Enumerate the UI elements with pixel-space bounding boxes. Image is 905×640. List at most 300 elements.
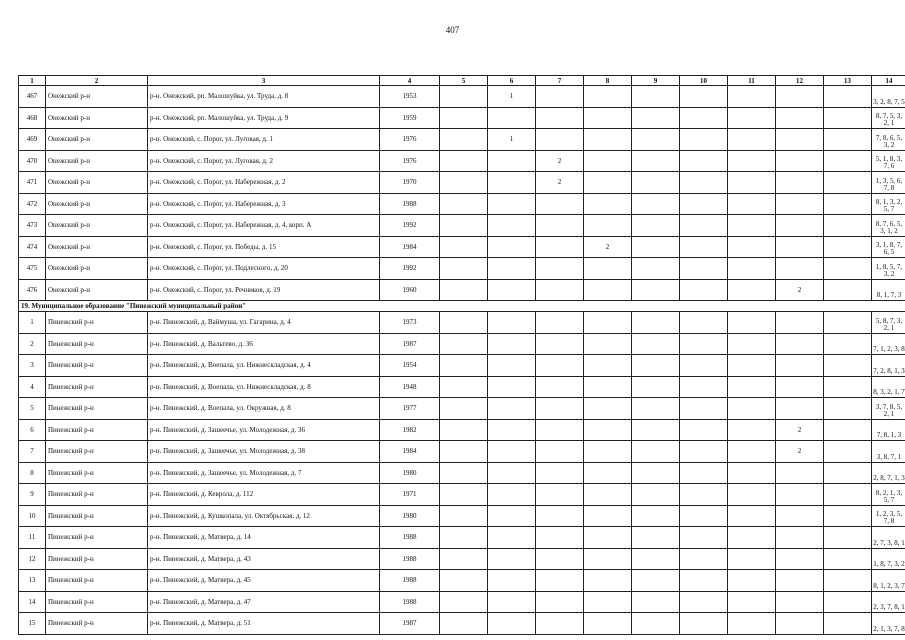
cell-col-5	[440, 312, 488, 334]
cell-col-12: 2	[776, 441, 824, 463]
cell-col-8	[584, 505, 632, 527]
cell-col-2: Пинежский р-н	[46, 527, 148, 549]
cell-col-3: р-н. Онежский, с. Порог, ул. Луговая, д. 1	[148, 129, 380, 151]
cell-col-3: р-н. Пинежский, д. Кушкопала, ул. Октябрьская, д. 12	[148, 505, 380, 527]
cell-col-4: 1953	[380, 86, 440, 108]
cell-col-3: р-н. Онежский, с. Порог, ул. Набережная, д. 3	[148, 193, 380, 215]
cell-col-6	[488, 484, 536, 506]
cell-col-6	[488, 193, 536, 215]
cell-col-14: 1, 8, 7, 3, 2	[872, 548, 905, 570]
cell-col-7	[536, 279, 584, 301]
cell-col-6	[488, 236, 536, 258]
table-row	[19, 107, 905, 129]
cell-col-11	[728, 236, 776, 258]
cell-col-13	[824, 279, 872, 301]
cell-col-13	[824, 258, 872, 280]
cell-col-5	[440, 107, 488, 129]
cell-col-7	[536, 398, 584, 420]
cell-col-7	[536, 193, 584, 215]
cell-col-1: 471	[19, 172, 46, 194]
cell-col-12	[776, 527, 824, 549]
cell-col-3: р-н. Онежский, рп. Малошуйка, ул. Труда, д. 8	[148, 86, 380, 108]
cell-col-4: 1987	[380, 613, 440, 635]
cell-col-7	[536, 505, 584, 527]
cell-col-14: 3, 2, 8, 7, 5	[872, 86, 905, 108]
cell-col-10	[680, 484, 728, 506]
column-header-6: 6	[488, 76, 536, 86]
cell-col-10	[680, 441, 728, 463]
cell-col-2: Пинежский р-н	[46, 355, 148, 377]
cell-col-13	[824, 398, 872, 420]
cell-col-2: Пинежский р-н	[46, 419, 148, 441]
cell-col-8	[584, 258, 632, 280]
cell-col-7	[536, 462, 584, 484]
cell-col-1: 5	[19, 398, 46, 420]
cell-col-9	[632, 462, 680, 484]
cell-col-1: 3	[19, 355, 46, 377]
cell-col-10	[680, 398, 728, 420]
cell-col-2: Пинежский р-н	[46, 505, 148, 527]
cell-col-12	[776, 398, 824, 420]
cell-col-13	[824, 613, 872, 635]
cell-col-9	[632, 333, 680, 355]
cell-col-10	[680, 355, 728, 377]
register-table	[18, 75, 905, 635]
cell-col-10	[680, 505, 728, 527]
cell-col-4: 1954	[380, 355, 440, 377]
cell-col-6	[488, 505, 536, 527]
cell-col-4: 1970	[380, 172, 440, 194]
cell-col-12	[776, 570, 824, 592]
cell-col-3: р-н. Онежский, с. Порог, ул. Победы, д. 15	[148, 236, 380, 258]
cell-col-14: 8, 3, 2, 1, 7	[872, 376, 905, 398]
cell-col-11	[728, 215, 776, 237]
cell-col-11	[728, 613, 776, 635]
cell-col-7	[536, 441, 584, 463]
cell-col-4: 1960	[380, 279, 440, 301]
cell-col-1: 2	[19, 333, 46, 355]
cell-col-8	[584, 441, 632, 463]
cell-col-1: 1	[19, 312, 46, 334]
cell-col-5	[440, 215, 488, 237]
cell-col-1: 467	[19, 86, 46, 108]
cell-col-3: р-н. Пинежский, д. Матвера, д. 43	[148, 548, 380, 570]
cell-col-12: 2	[776, 419, 824, 441]
cell-col-6	[488, 570, 536, 592]
cell-col-10	[680, 236, 728, 258]
table-row	[19, 236, 905, 258]
cell-col-13	[824, 107, 872, 129]
cell-col-6	[488, 279, 536, 301]
cell-col-8	[584, 355, 632, 377]
cell-col-6	[488, 527, 536, 549]
cell-col-6	[488, 376, 536, 398]
cell-col-6	[488, 441, 536, 463]
cell-col-6	[488, 333, 536, 355]
cell-col-2: Онежский р-н	[46, 150, 148, 172]
section-row	[19, 301, 905, 312]
cell-col-10	[680, 150, 728, 172]
cell-col-14: 2, 3, 7, 8, 1	[872, 591, 905, 613]
cell-col-1: 7	[19, 441, 46, 463]
column-header-1: 1	[19, 76, 46, 86]
cell-col-2: Онежский р-н	[46, 86, 148, 108]
cell-col-8	[584, 279, 632, 301]
column-header-8: 8	[584, 76, 632, 86]
cell-col-5	[440, 484, 488, 506]
cell-col-5	[440, 613, 488, 635]
cell-col-4: 1980	[380, 505, 440, 527]
cell-col-14: 8, 7, 6, 5, 3, 1, 2	[872, 215, 905, 237]
page-number: 407	[445, 25, 460, 35]
cell-col-5	[440, 355, 488, 377]
cell-col-12	[776, 193, 824, 215]
cell-col-7	[536, 376, 584, 398]
cell-col-2: Онежский р-н	[46, 193, 148, 215]
cell-col-2: Онежский р-н	[46, 172, 148, 194]
column-header-4: 4	[380, 76, 440, 86]
cell-col-4: 1959	[380, 107, 440, 129]
cell-col-5	[440, 172, 488, 194]
table-row	[19, 591, 905, 613]
cell-col-12	[776, 150, 824, 172]
cell-col-12	[776, 172, 824, 194]
cell-col-13	[824, 172, 872, 194]
cell-col-1: 4	[19, 376, 46, 398]
table-row	[19, 333, 905, 355]
cell-col-10	[680, 613, 728, 635]
cell-col-4: 1977	[380, 398, 440, 420]
cell-col-11	[728, 150, 776, 172]
cell-col-10	[680, 419, 728, 441]
table-row	[19, 398, 905, 420]
cell-col-1: 468	[19, 107, 46, 129]
cell-col-8	[584, 484, 632, 506]
cell-col-10	[680, 193, 728, 215]
cell-col-13	[824, 86, 872, 108]
cell-col-1: 12	[19, 548, 46, 570]
cell-col-13	[824, 570, 872, 592]
cell-col-7	[536, 355, 584, 377]
cell-col-9	[632, 193, 680, 215]
cell-col-10	[680, 548, 728, 570]
cell-col-12	[776, 613, 824, 635]
cell-col-8	[584, 193, 632, 215]
cell-col-7	[536, 570, 584, 592]
table-row	[19, 462, 905, 484]
cell-col-5	[440, 441, 488, 463]
cell-col-8	[584, 107, 632, 129]
cell-col-2: Онежский р-н	[46, 258, 148, 280]
column-header-2: 2	[46, 76, 148, 86]
cell-col-8	[584, 398, 632, 420]
cell-col-2: Пинежский р-н	[46, 398, 148, 420]
cell-col-2: Пинежский р-н	[46, 441, 148, 463]
cell-col-5	[440, 279, 488, 301]
cell-col-4: 1984	[380, 441, 440, 463]
cell-col-9	[632, 505, 680, 527]
cell-col-8	[584, 150, 632, 172]
cell-col-8	[584, 419, 632, 441]
cell-col-14: 1, 3, 5, 6, 7, 8	[872, 172, 905, 194]
cell-col-9	[632, 107, 680, 129]
cell-col-10	[680, 172, 728, 194]
cell-col-14: 7, 8, 6, 5, 3, 2	[872, 129, 905, 151]
cell-col-4: 1988	[380, 570, 440, 592]
cell-col-14: 8, 2, 1, 3, 5, 7	[872, 484, 905, 506]
cell-col-3: р-н. Пинежский, д. Матвера, д. 14	[148, 527, 380, 549]
cell-col-10	[680, 215, 728, 237]
cell-col-1: 472	[19, 193, 46, 215]
header-row	[19, 76, 905, 86]
column-header-3: 3	[148, 76, 380, 86]
cell-col-4: 1984	[380, 236, 440, 258]
cell-col-5	[440, 193, 488, 215]
cell-col-12	[776, 505, 824, 527]
cell-col-1: 475	[19, 258, 46, 280]
cell-col-9	[632, 172, 680, 194]
cell-col-11	[728, 484, 776, 506]
cell-col-7	[536, 86, 584, 108]
column-header-12: 12	[776, 76, 824, 86]
cell-col-11	[728, 86, 776, 108]
cell-col-7	[536, 333, 584, 355]
cell-col-8	[584, 312, 632, 334]
table-row	[19, 441, 905, 463]
column-header-5: 5	[440, 76, 488, 86]
cell-col-7	[536, 548, 584, 570]
cell-col-7	[536, 312, 584, 334]
table-row	[19, 376, 905, 398]
cell-col-2: Пинежский р-н	[46, 376, 148, 398]
cell-col-3: р-н. Онежский, рп. Малошуйка, ул. Труда, д. 9	[148, 107, 380, 129]
cell-col-3: р-н. Пинежский, д. Воепала, ул. Нижнескладская, д. 8	[148, 376, 380, 398]
cell-col-4: 1988	[380, 591, 440, 613]
cell-col-6: 1	[488, 129, 536, 151]
column-header-14: 14	[872, 76, 905, 86]
cell-col-11	[728, 441, 776, 463]
cell-col-1: 470	[19, 150, 46, 172]
cell-col-11	[728, 462, 776, 484]
cell-col-5	[440, 505, 488, 527]
cell-col-14: 8, 1, 7, 3	[872, 279, 905, 301]
cell-col-2: Пинежский р-н	[46, 333, 148, 355]
cell-col-4: 1980	[380, 462, 440, 484]
cell-col-2: Пинежский р-н	[46, 570, 148, 592]
cell-col-10	[680, 591, 728, 613]
cell-col-8	[584, 548, 632, 570]
cell-col-4: 1992	[380, 258, 440, 280]
cell-col-11	[728, 527, 776, 549]
cell-col-6	[488, 462, 536, 484]
cell-col-3: р-н. Пинежский, д. Зашеечье, ул. Молодежная, д. 36	[148, 419, 380, 441]
cell-col-8	[584, 172, 632, 194]
cell-col-11	[728, 258, 776, 280]
cell-col-9	[632, 129, 680, 151]
cell-col-1: 474	[19, 236, 46, 258]
cell-col-3: р-н. Онежский, с. Порог, ул. Набережная, д. 2	[148, 172, 380, 194]
cell-col-8	[584, 376, 632, 398]
table-row	[19, 279, 905, 301]
cell-col-9	[632, 419, 680, 441]
cell-col-10	[680, 527, 728, 549]
cell-col-2: Пинежский р-н	[46, 484, 148, 506]
column-header-13: 13	[824, 76, 872, 86]
cell-col-14: 3, 7, 8, 5, 2, 1	[872, 398, 905, 420]
cell-col-5	[440, 570, 488, 592]
cell-col-5	[440, 376, 488, 398]
cell-col-13	[824, 312, 872, 334]
cell-col-11	[728, 570, 776, 592]
cell-col-14: 5, 8, 7, 3, 2, 1	[872, 312, 905, 334]
cell-col-9	[632, 527, 680, 549]
cell-col-6	[488, 215, 536, 237]
cell-col-12	[776, 258, 824, 280]
cell-col-14: 3, 8, 7, 1	[872, 441, 905, 463]
cell-col-13	[824, 419, 872, 441]
table-row	[19, 193, 905, 215]
cell-col-1: 476	[19, 279, 46, 301]
cell-col-3: р-н. Пинежский, д. Матвера, д. 47	[148, 591, 380, 613]
cell-col-7	[536, 527, 584, 549]
cell-col-9	[632, 570, 680, 592]
cell-col-2: Онежский р-н	[46, 279, 148, 301]
cell-col-14: 1, 8, 5, 7, 3, 2	[872, 258, 905, 280]
cell-col-3: р-н. Пинежский, д. Воепала, ул. Нижнескладская, д. 4	[148, 355, 380, 377]
cell-col-11	[728, 333, 776, 355]
cell-col-2: Онежский р-н	[46, 107, 148, 129]
cell-col-6	[488, 150, 536, 172]
cell-col-4: 1976	[380, 129, 440, 151]
cell-col-11	[728, 419, 776, 441]
cell-col-9	[632, 355, 680, 377]
cell-col-5	[440, 236, 488, 258]
cell-col-1: 14	[19, 591, 46, 613]
cell-col-7	[536, 484, 584, 506]
cell-col-4: 1982	[380, 419, 440, 441]
table-header	[19, 76, 905, 86]
cell-col-14: 8, 7, 5, 3, 2, 1	[872, 107, 905, 129]
table-row	[19, 419, 905, 441]
cell-col-12	[776, 215, 824, 237]
cell-col-10	[680, 462, 728, 484]
cell-col-12	[776, 236, 824, 258]
cell-col-2: Онежский р-н	[46, 236, 148, 258]
table-row	[19, 215, 905, 237]
cell-col-1: 15	[19, 613, 46, 635]
cell-col-7	[536, 107, 584, 129]
cell-col-9	[632, 236, 680, 258]
cell-col-12	[776, 376, 824, 398]
cell-col-1: 9	[19, 484, 46, 506]
cell-col-11	[728, 107, 776, 129]
cell-col-7	[536, 215, 584, 237]
cell-col-10	[680, 129, 728, 151]
cell-col-14: 7, 2, 8, 1, 3	[872, 355, 905, 377]
cell-col-2: Онежский р-н	[46, 129, 148, 151]
cell-col-13	[824, 150, 872, 172]
cell-col-9	[632, 548, 680, 570]
cell-col-3: р-н. Онежский, с. Порог, ул. Речников, д. 19	[148, 279, 380, 301]
cell-col-13	[824, 376, 872, 398]
cell-col-12	[776, 107, 824, 129]
table-row	[19, 484, 905, 506]
cell-col-8	[584, 570, 632, 592]
cell-col-12: 2	[776, 279, 824, 301]
cell-col-13	[824, 441, 872, 463]
cell-col-14: 2, 1, 3, 7, 8	[872, 613, 905, 635]
cell-col-10	[680, 107, 728, 129]
cell-col-2: Пинежский р-н	[46, 591, 148, 613]
cell-col-3: р-н. Пинежский, д. Зашеечье, ул. Молодежная, д. 38	[148, 441, 380, 463]
cell-col-7	[536, 613, 584, 635]
cell-col-10	[680, 570, 728, 592]
cell-col-1: 10	[19, 505, 46, 527]
cell-col-10	[680, 279, 728, 301]
cell-col-2: Пинежский р-н	[46, 312, 148, 334]
cell-col-4: 1988	[380, 527, 440, 549]
table-row	[19, 258, 905, 280]
cell-col-5	[440, 527, 488, 549]
cell-col-11	[728, 398, 776, 420]
cell-col-14: 3, 1, 8, 7, 6, 5	[872, 236, 905, 258]
section-title: 19. Муниципальное образование "Пинежский муниципальный район"	[19, 301, 905, 312]
cell-col-6: 1	[488, 86, 536, 108]
cell-col-5	[440, 86, 488, 108]
cell-col-14: 5, 1, 8, 3, 7, 6	[872, 150, 905, 172]
cell-col-9	[632, 484, 680, 506]
cell-col-7: 2	[536, 150, 584, 172]
cell-col-12	[776, 355, 824, 377]
cell-col-3: р-н. Пинежский, д. Вальтево, д. 36	[148, 333, 380, 355]
cell-col-6	[488, 258, 536, 280]
cell-col-13	[824, 527, 872, 549]
cell-col-13	[824, 355, 872, 377]
cell-col-1: 473	[19, 215, 46, 237]
cell-col-6	[488, 398, 536, 420]
cell-col-3: р-н. Пинежский, д. Матвера, д. 45	[148, 570, 380, 592]
cell-col-11	[728, 279, 776, 301]
cell-col-12	[776, 548, 824, 570]
cell-col-12	[776, 484, 824, 506]
cell-col-10	[680, 86, 728, 108]
cell-col-8	[584, 86, 632, 108]
cell-col-13	[824, 505, 872, 527]
cell-col-4: 1992	[380, 215, 440, 237]
cell-col-9	[632, 215, 680, 237]
cell-col-13	[824, 484, 872, 506]
cell-col-12	[776, 312, 824, 334]
cell-col-14: 7, 1, 2, 3, 8	[872, 333, 905, 355]
cell-col-2: Пинежский р-н	[46, 548, 148, 570]
cell-col-11	[728, 591, 776, 613]
cell-col-3: р-н. Пинежский, д. Ваймуша, ул. Гагарина, д. 4	[148, 312, 380, 334]
cell-col-10	[680, 333, 728, 355]
cell-col-6	[488, 172, 536, 194]
cell-col-8	[584, 215, 632, 237]
table-row	[19, 548, 905, 570]
cell-col-5	[440, 333, 488, 355]
cell-col-3: р-н. Онежский, с. Порог, ул. Набережная, д. 4, корп. А	[148, 215, 380, 237]
cell-col-3: р-н. Онежский, с. Порог, ул. Луговая, д. 2	[148, 150, 380, 172]
cell-col-7	[536, 258, 584, 280]
cell-col-11	[728, 376, 776, 398]
cell-col-12	[776, 462, 824, 484]
cell-col-11	[728, 312, 776, 334]
cell-col-6	[488, 419, 536, 441]
cell-col-14: 7, 8, 1, 3	[872, 419, 905, 441]
table-row	[19, 505, 905, 527]
